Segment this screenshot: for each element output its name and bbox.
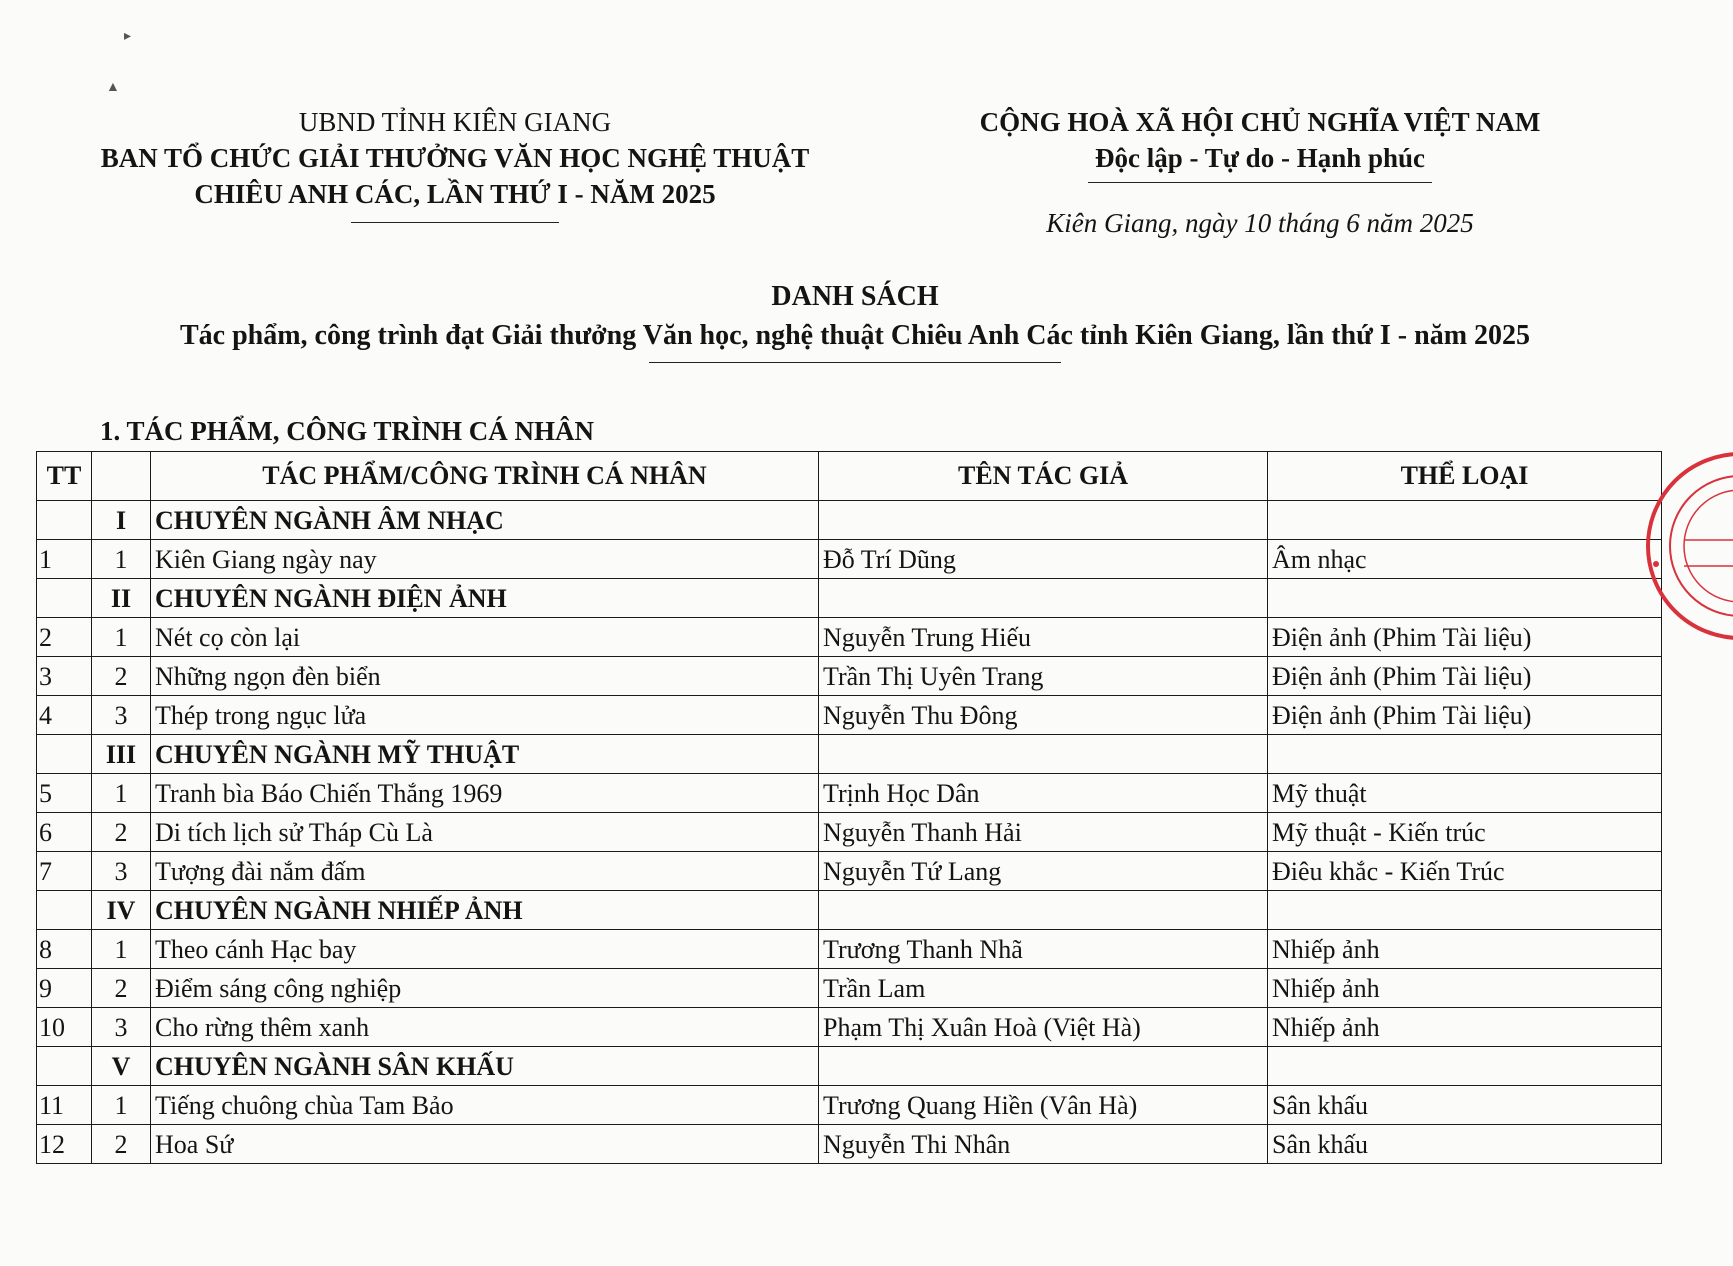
table-row	[37, 774, 1662, 813]
cell-genre	[1268, 735, 1662, 774]
cell-author: Nguyễn Tứ Lang	[819, 852, 1268, 891]
header-left-line1: UBND TỈNH KIÊN GIANG	[298, 107, 612, 137]
header-right-rule	[1088, 182, 1432, 183]
cell-work-title: Tranh bìa Báo Chiến Thắng 1969	[151, 774, 819, 813]
cell-tt: 3	[37, 657, 92, 696]
table-body	[37, 501, 1662, 1164]
cell-author: Trương Quang Hiền (Vân Hà)	[819, 1086, 1268, 1125]
cell-tt: 2	[37, 618, 92, 657]
table-row	[37, 813, 1662, 852]
cell-tt	[37, 579, 92, 618]
cell-tt: 8	[37, 930, 92, 969]
cell-sub-index: 1	[92, 774, 151, 813]
cell-tt	[37, 891, 92, 930]
cell-author: Nguyễn Thanh Hải	[819, 813, 1268, 852]
cell-work-title: Thép trong ngục lửa	[151, 696, 819, 735]
cell-author: Trịnh Học Dân	[819, 774, 1268, 813]
cell-sub-index: 3	[92, 696, 151, 735]
cell-work-title: Theo cánh Hạc bay	[151, 930, 819, 969]
cell-tt: 12	[37, 1125, 92, 1164]
cell-author: Phạm Thị Xuân Hoà (Việt Hà)	[819, 1008, 1268, 1047]
cell-author: Nguyễn Thi Nhân	[819, 1125, 1268, 1164]
cell-work-title: Hoa Sứ	[151, 1125, 819, 1164]
cell-author	[819, 735, 1268, 774]
cell-tt	[37, 1047, 92, 1086]
header-cell-work: TÁC PHẨM/CÔNG TRÌNH CÁ NHÂN	[151, 452, 819, 501]
header-right	[935, 104, 1585, 183]
cell-sub-index: IV	[92, 891, 151, 930]
cell-genre: Nhiếp ảnh	[1268, 930, 1662, 969]
cell-work-title: Điểm sáng công nghiệp	[151, 969, 819, 1008]
cell-author	[819, 579, 1268, 618]
title-block	[30, 278, 1680, 363]
cell-author: Trần Thị Uyên Trang	[819, 657, 1268, 696]
table-category-row	[37, 579, 1662, 618]
cell-author: Trần Lam	[819, 969, 1268, 1008]
cell-sub-index: V	[92, 1047, 151, 1086]
cell-genre	[1268, 501, 1662, 540]
title-rule	[649, 362, 1061, 363]
cell-work-title: Những ngọn đèn biển	[151, 657, 819, 696]
table-row	[37, 1008, 1662, 1047]
cell-sub-index: 3	[92, 1008, 151, 1047]
cell-author	[819, 891, 1268, 930]
cell-genre	[1268, 579, 1662, 618]
cell-genre: Âm nhạc	[1268, 540, 1662, 579]
table-row	[37, 696, 1662, 735]
table-row	[37, 540, 1662, 579]
header-cell-sub	[92, 452, 151, 501]
cell-tt: 11	[37, 1086, 92, 1125]
header-right-line1: CỘNG HOÀ XÃ HỘI CHỦ NGHĨA VIỆT NAM	[979, 107, 1541, 137]
cell-author: Trương Thanh Nhã	[819, 930, 1268, 969]
cell-genre: Mỹ thuật	[1268, 774, 1662, 813]
header-right-line2: Độc lập - Tự do - Hạnh phúc	[1094, 143, 1426, 173]
cell-genre: Nhiếp ảnh	[1268, 1008, 1662, 1047]
cell-author	[819, 501, 1268, 540]
date-line: Kiên Giang, ngày 10 tháng 6 năm 2025	[1046, 208, 1474, 238]
cell-work-title: CHUYÊN NGÀNH NHIẾP ẢNH	[151, 891, 819, 930]
cell-work-title: CHUYÊN NGÀNH ĐIỆN ẢNH	[151, 579, 819, 618]
cell-tt: 5	[37, 774, 92, 813]
cell-genre	[1268, 891, 1662, 930]
scan-mark: ▲	[106, 80, 120, 95]
cell-genre: Sân khấu	[1268, 1125, 1662, 1164]
cell-sub-index: III	[92, 735, 151, 774]
table-row	[37, 1086, 1662, 1125]
cell-tt: 7	[37, 852, 92, 891]
red-seal	[1640, 446, 1733, 646]
cell-work-title: CHUYÊN NGÀNH ÂM NHẠC	[151, 501, 819, 540]
table-category-row	[37, 735, 1662, 774]
cell-sub-index: 3	[92, 852, 151, 891]
cell-author: Nguyễn Thu Đông	[819, 696, 1268, 735]
cell-genre: Sân khấu	[1268, 1086, 1662, 1125]
award-table	[36, 451, 1662, 1164]
cell-tt	[37, 501, 92, 540]
cell-sub-index: 2	[92, 969, 151, 1008]
cell-author	[819, 1047, 1268, 1086]
cell-sub-index: 2	[92, 813, 151, 852]
table-row	[37, 618, 1662, 657]
cell-genre: Điện ảnh (Phim Tài liệu)	[1268, 696, 1662, 735]
cell-work-title: Cho rừng thêm xanh	[151, 1008, 819, 1047]
header-left	[90, 104, 820, 223]
section-heading: 1. TÁC PHẨM, CÔNG TRÌNH CÁ NHÂN	[100, 416, 595, 446]
header-left-line2: BAN TỔ CHỨC GIẢI THƯỞNG VĂN HỌC NGHỆ THUẬT	[100, 143, 810, 173]
table-header-row	[37, 452, 1662, 501]
table-row	[37, 852, 1662, 891]
header-left-line3: CHIÊU ANH CÁC, LẦN THỨ I - NĂM 2025	[194, 179, 716, 209]
header-cell-author: TÊN TÁC GIẢ	[819, 452, 1268, 501]
cell-tt: 9	[37, 969, 92, 1008]
table-row	[37, 930, 1662, 969]
cell-sub-index: 1	[92, 930, 151, 969]
cell-sub-index: 2	[92, 1125, 151, 1164]
cell-work-title: Nét cọ còn lại	[151, 618, 819, 657]
cell-work-title: CHUYÊN NGÀNH MỸ THUẬT	[151, 735, 819, 774]
cell-tt: 4	[37, 696, 92, 735]
cell-sub-index: 1	[92, 1086, 151, 1125]
cell-work-title: CHUYÊN NGÀNH SÂN KHẤU	[151, 1047, 819, 1086]
cell-sub-index: 1	[92, 540, 151, 579]
cell-work-title: Tượng đài nắm đấm	[151, 852, 819, 891]
scan-mark: ▸	[124, 29, 132, 44]
cell-author: Nguyễn Trung Hiếu	[819, 618, 1268, 657]
cell-tt: 10	[37, 1008, 92, 1047]
cell-genre: Điện ảnh (Phim Tài liệu)	[1268, 657, 1662, 696]
document-title: DANH SÁCH	[771, 281, 939, 312]
cell-tt	[37, 735, 92, 774]
cell-sub-index: 2	[92, 657, 151, 696]
table-category-row	[37, 501, 1662, 540]
cell-work-title: Tiếng chuông chùa Tam Bảo	[151, 1086, 819, 1125]
cell-genre	[1268, 1047, 1662, 1086]
table-category-row	[37, 1047, 1662, 1086]
table-row	[37, 657, 1662, 696]
header-cell-genre: THỂ LOẠI	[1268, 452, 1662, 501]
table-row	[37, 969, 1662, 1008]
cell-sub-index: 1	[92, 618, 151, 657]
cell-work-title: Di tích lịch sử Tháp Cù Là	[151, 813, 819, 852]
cell-genre: Điện ảnh (Phim Tài liệu)	[1268, 618, 1662, 657]
header-left-rule	[351, 222, 559, 223]
cell-work-title: Kiên Giang ngày nay	[151, 540, 819, 579]
table-category-row	[37, 891, 1662, 930]
cell-sub-index: I	[92, 501, 151, 540]
document-subtitle: Tác phẩm, công trình đạt Giải thưởng Văn học, nghệ thuật Chiêu Anh Các tỉnh Kiên Giang, lần thứ I - năm 2025	[179, 320, 1531, 351]
header-cell-tt: TT	[37, 452, 92, 501]
table-row	[37, 1125, 1662, 1164]
cell-genre: Nhiếp ảnh	[1268, 969, 1662, 1008]
cell-genre: Điêu khắc - Kiến Trúc	[1268, 852, 1662, 891]
cell-tt: 1	[37, 540, 92, 579]
cell-genre: Mỹ thuật - Kiến trúc	[1268, 813, 1662, 852]
cell-tt: 6	[37, 813, 92, 852]
cell-sub-index: II	[92, 579, 151, 618]
cell-author: Đỗ Trí Dũng	[819, 540, 1268, 579]
